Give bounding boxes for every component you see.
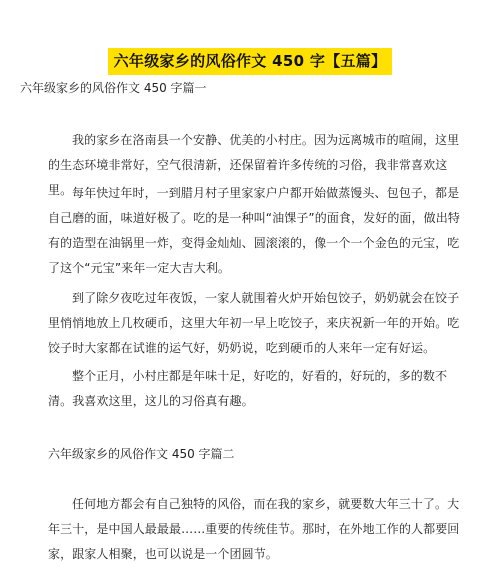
paragraph: 整个正月，小村庄都是年味十足，好吃的，好看的，好玩的，多的数不清。我喜欢这里，这儿的习俗真有趣。 <box>48 369 448 408</box>
document-title: 六年级家乡的风俗作文 450 字【五篇】 <box>108 48 393 75</box>
paragraph: 我的家乡在洛南县一个安静、优美的小村庄。因为远离城市的喧闹，这里的生态环境非常好，空气很清新，还保留着许多传统的习俗，我非常喜欢这里。 <box>48 133 460 197</box>
section-heading-2: 六年级家乡的风俗作文 450 字篇二 <box>48 447 235 461</box>
title-container <box>0 48 500 75</box>
section-heading-1: 六年级家乡的风俗作文 450 字篇一 <box>20 81 207 95</box>
paragraph: 任何地方都会有自己独特的风俗，而在我的家乡，就要数大年三十了。大年三十，是中国人最最最……重要的传统佳节。那时，在外地工作的人都要回家，跟家人相聚，也可以说是一个团圆节。 <box>48 497 460 561</box>
paragraph: 每年快过年时，一到腊月村子里家家户户都开始做蒸馒头、包包子，都是自己磨的面，味道好极了。吃的是一种叫“油馃子”的面食，发好的面，做出特有的造型在油锅里一炸，变得金灿灿、圆滚滚的，像一个一个金色的元宝，吃了这个“元宝”来年一定大吉大利。 <box>48 186 460 275</box>
paragraph: 到了除夕夜吃过年夜饭，一家人就围着火炉开始包饺子，奶奶就会在饺子里悄悄地放上几枚硬币，这里大年初一早上吃饺子，来庆祝新一年的开始。吃饺子时大家都在试谁的运气好，奶奶说，吃到硬币的人来年一定有好运。 <box>48 291 460 355</box>
